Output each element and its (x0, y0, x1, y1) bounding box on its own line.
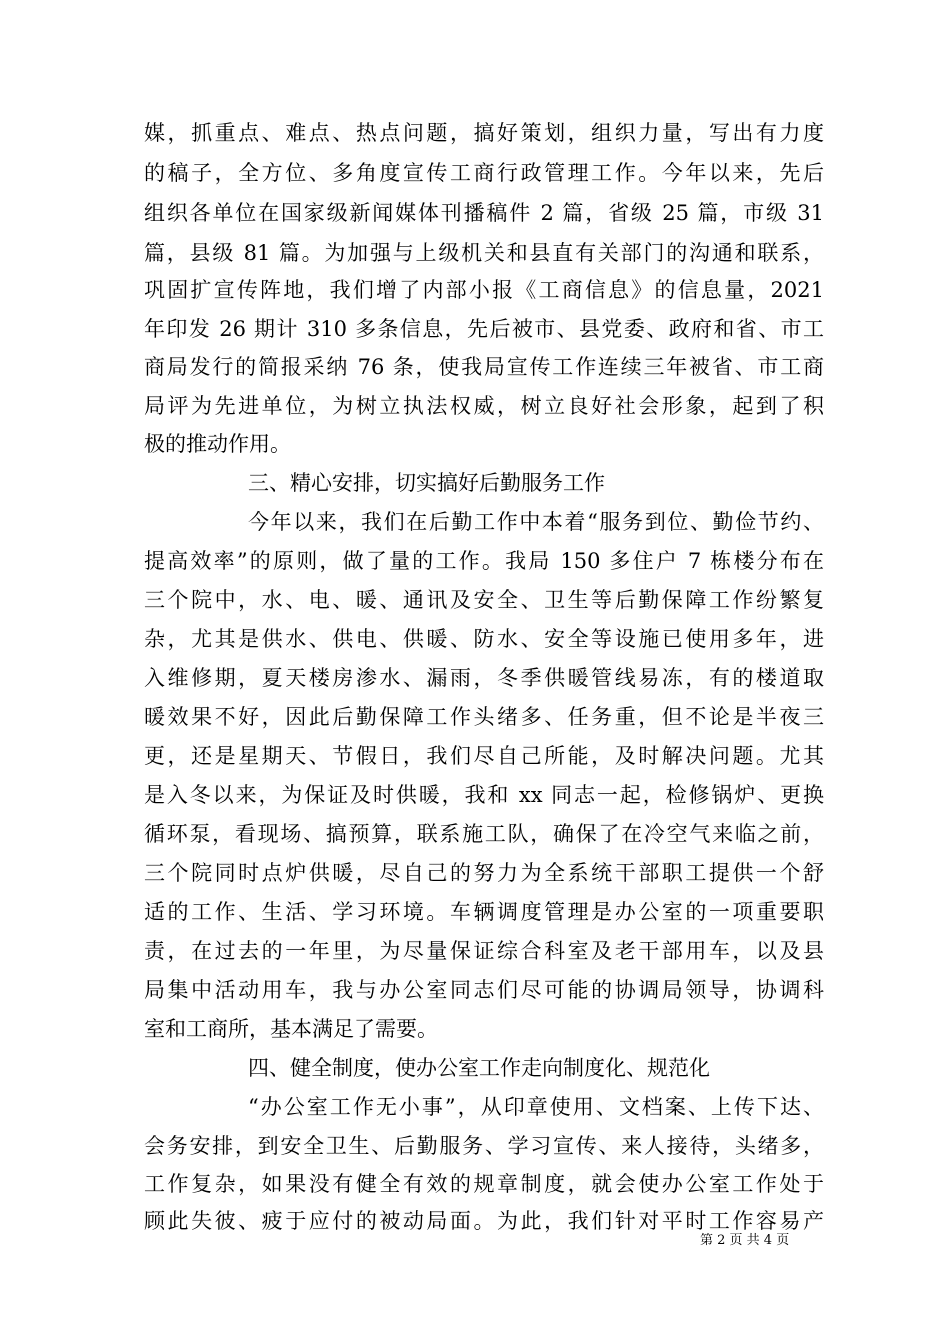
text-line: 会务安排，到安全卫生、后勤服务、学习宣传、来人接待，头绪多， (144, 1134, 824, 1158)
text-line: 年印发 26 期计 310 多条信息，先后被市、县党委、政府和省、市工 (144, 317, 824, 341)
text-line: 室和工商所，基本满足了需要。 (144, 1017, 438, 1041)
text-line: 局集中活动用车，我与办公室同志们尽可能的协调局领导，协调科 (144, 978, 824, 1002)
text-line: 顾此失彼、疲于应付的被动局面。为此，我们针对平时工作容易产 (144, 1209, 824, 1233)
section-heading: 三、精心安排，切实搞好后勤服务工作 (248, 471, 605, 495)
paragraph-first-line: 今年以来，我们在后勤工作中本着“服务到位、勤俭节约、 (248, 510, 824, 534)
text-line: 更，还是星期天、节假日，我们尽自己所能，及时解决问题。尤其 (144, 744, 824, 768)
text-line: 组织各单位在国家级新闻媒体刊播稿件 2 篇，省级 25 篇，市级 31 (144, 201, 824, 225)
page-number-footer: 第 2 页 共 4 页 (700, 1233, 790, 1248)
text-line: 暖效果不好，因此后勤保障工作头绪多、任务重，但不论是半夜三 (144, 705, 824, 729)
text-line: 的稿子，全方位、多角度宣传工商行政管理工作。今年以来，先后 (144, 161, 824, 185)
text-line: 媒，抓重点、难点、热点问题，搞好策划，组织力量，写出有力度 (144, 121, 824, 145)
text-line: 极的推动作用。 (144, 432, 291, 456)
text-line: 三个院同时点炉供暖，尽自己的努力为全系统干部职工提供一个舒 (144, 861, 824, 885)
text-line: 提高效率”的原则，做了量的工作。我局 150 多住户 7 栋楼分布在 (144, 549, 824, 573)
text-line: 商局发行的简报采纳 76 条，使我局宣传工作连续三年被省、市工商 (144, 355, 824, 379)
text-line: 是入冬以来，为保证及时供暖，我和 xx 同志一起，检修锅炉、更换 (144, 783, 824, 807)
text-line: 入维修期，夏天楼房渗水、漏雨，冬季供暖管线易冻，有的楼道取 (144, 666, 824, 690)
paragraph-first-line: “办公室工作无小事”，从印章使用、文档案、上传下达、 (248, 1095, 824, 1119)
section-heading: 四、健全制度，使办公室工作走向制度化、规范化 (248, 1056, 710, 1080)
text-line: 巩固扩宣传阵地，我们增了内部小报《工商信息》的信息量，2021 (144, 278, 824, 302)
text-line: 杂，尤其是供水、供电、供暖、防水、安全等设施已使用多年，进 (144, 627, 824, 651)
text-line: 局评为先进单位，为树立执法权威，树立良好社会形象，起到了积 (144, 394, 824, 418)
text-line: 篇，县级 81 篇。为加强与上级机关和县直有关部门的沟通和联系， (144, 241, 824, 265)
text-line: 工作复杂，如果没有健全有效的规章制度，就会使办公室工作处于 (144, 1172, 824, 1196)
text-line: 循环泵，看现场、搞预算，联系施工队，确保了在冷空气来临之前， (144, 822, 824, 846)
text-line: 适的工作、生活、学习环境。车辆调度管理是办公室的一项重要职 (144, 900, 824, 924)
text-line: 三个院中，水、电、暖、通讯及安全、卫生等后勤保障工作纷繁复 (144, 588, 824, 612)
text-line: 责，在过去的一年里，为尽量保证综合科室及老干部用车，以及县 (144, 939, 824, 963)
